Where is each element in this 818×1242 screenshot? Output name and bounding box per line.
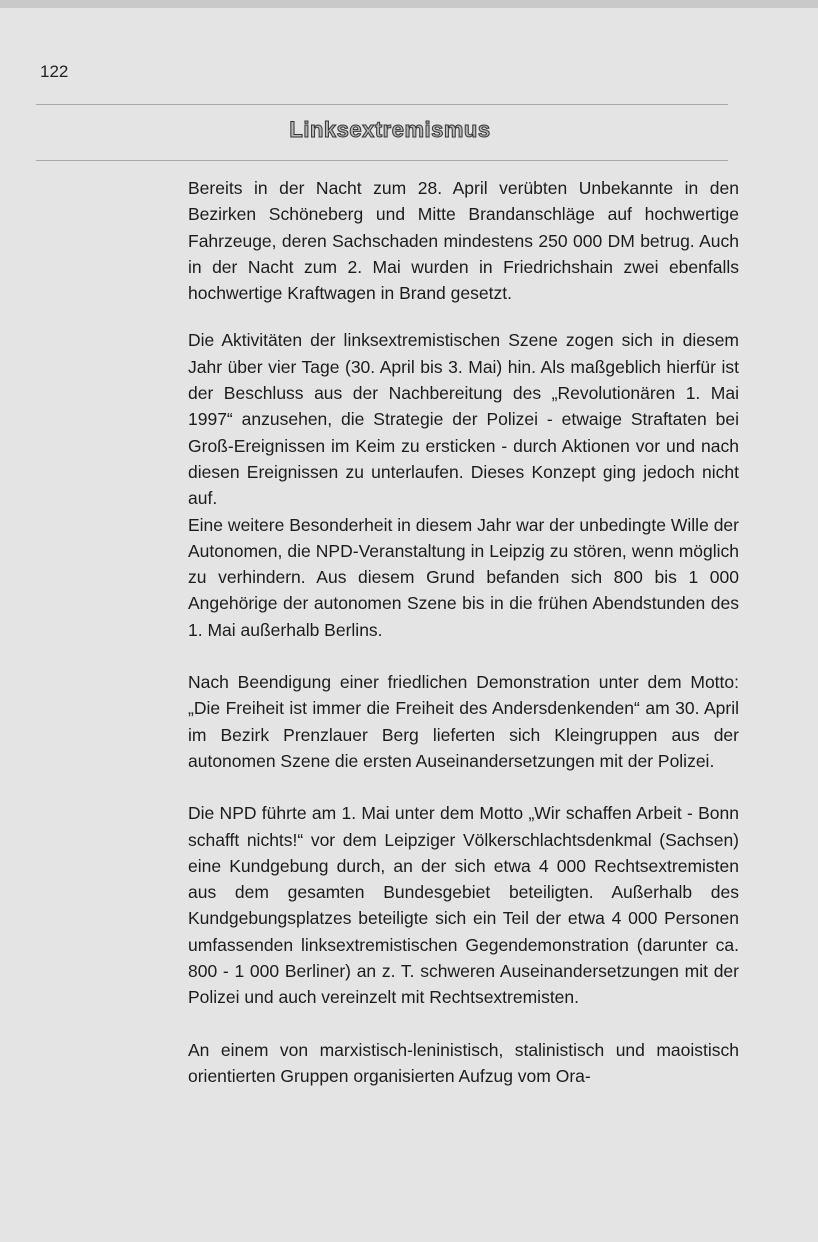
paragraph-procession: An einem von marxistisch-leninistisch, stalinistisch und maoistisch orientierten Gruppen organisierten Aufzug vom Ora- [188, 1039, 739, 1086]
paragraph-arson-attacks: Bereits in der Nacht zum 28. April verübten Unbekannte in den Bezirken Schöneberg und Mitte Brandanschläge auf hochwertige Fahrzeuge, deren Sachschaden mindestens 250 000 DM betrug. Auch in der Nacht zum 2. Mai wurden in Friedrichshain zwei ebenfalls hochwertige Kraftwagen in Brand gesetzt. [188, 178, 739, 304]
scan-top-edge [0, 0, 818, 8]
paragraph-npd-rally: Die NPD führte am 1. Mai unter dem Motto „Wir schaffen Arbeit - Bonn schafft nichts!“ vor dem Leipziger Völkerschlachtsdenkmal (Sachsen) eine Kundgebung durch, an der sich etwa 4 000 Rechtsextremisten aus dem gesamten Bundesgebiet beteiligten. Außerhalb des Kundgebungsplatzes beteiligte sich ein Teil der etwa 4 000 Personen umfassenden linksextremistischen Gegendemonstration (darunter ca. 800 - 1 000 Berliner) an z. T. schweren Auseinandersetzungen mit der Polizei und auch vereinzelt mit Rechtsextremisten. [188, 803, 739, 1008]
body-text [188, 175, 739, 1089]
header-rule-bottom [36, 160, 728, 161]
paragraph-activities: Die Aktivitäten der linksextremistischen Szene zogen sich in diesem Jahr über vier Tage (30. April bis 3. Mai) hin. Als maßgeblich hierfür ist der Beschluss aus der Nachbereitung des „Revolutionären 1. Mai 1997“ anzusehen, die Strategie der Polizei - etwaige Straftaten bei Groß-Ereignissen im Keim zu ersticken - durch Aktionen vor und nach diesen Ereignissen zu unterlaufen. Dieses Konzept ging jedoch nicht auf. [188, 330, 739, 509]
section-title: Linksextremismus [289, 117, 491, 142]
header-rule-top [36, 104, 728, 105]
page-number: 122 [40, 62, 69, 81]
paragraph-leipzig: Eine weitere Besonderheit in diesem Jahr war der unbedingte Wille der Autonomen, die NPD-Veranstaltung in Leipzig zu stören, wenn möglich zu verhindern. Aus diesem Grund befanden sich 800 bis 1 000 Angehörige der autonomen Szene bis in die frühen Abendstunden des 1. Mai außerhalb Berlins. [188, 514, 739, 640]
paragraph-prenzlauer-berg: Nach Beendigung einer friedlichen Demonstration unter dem Motto: „Die Freiheit ist immer die Freiheit des Andersdenkenden“ am 30. April im Bezirk Prenzlauer Berg lieferten sich Kleingruppen aus der autonomen Szene die ersten Auseinandersetzungen mit der Polizei. [188, 672, 739, 771]
